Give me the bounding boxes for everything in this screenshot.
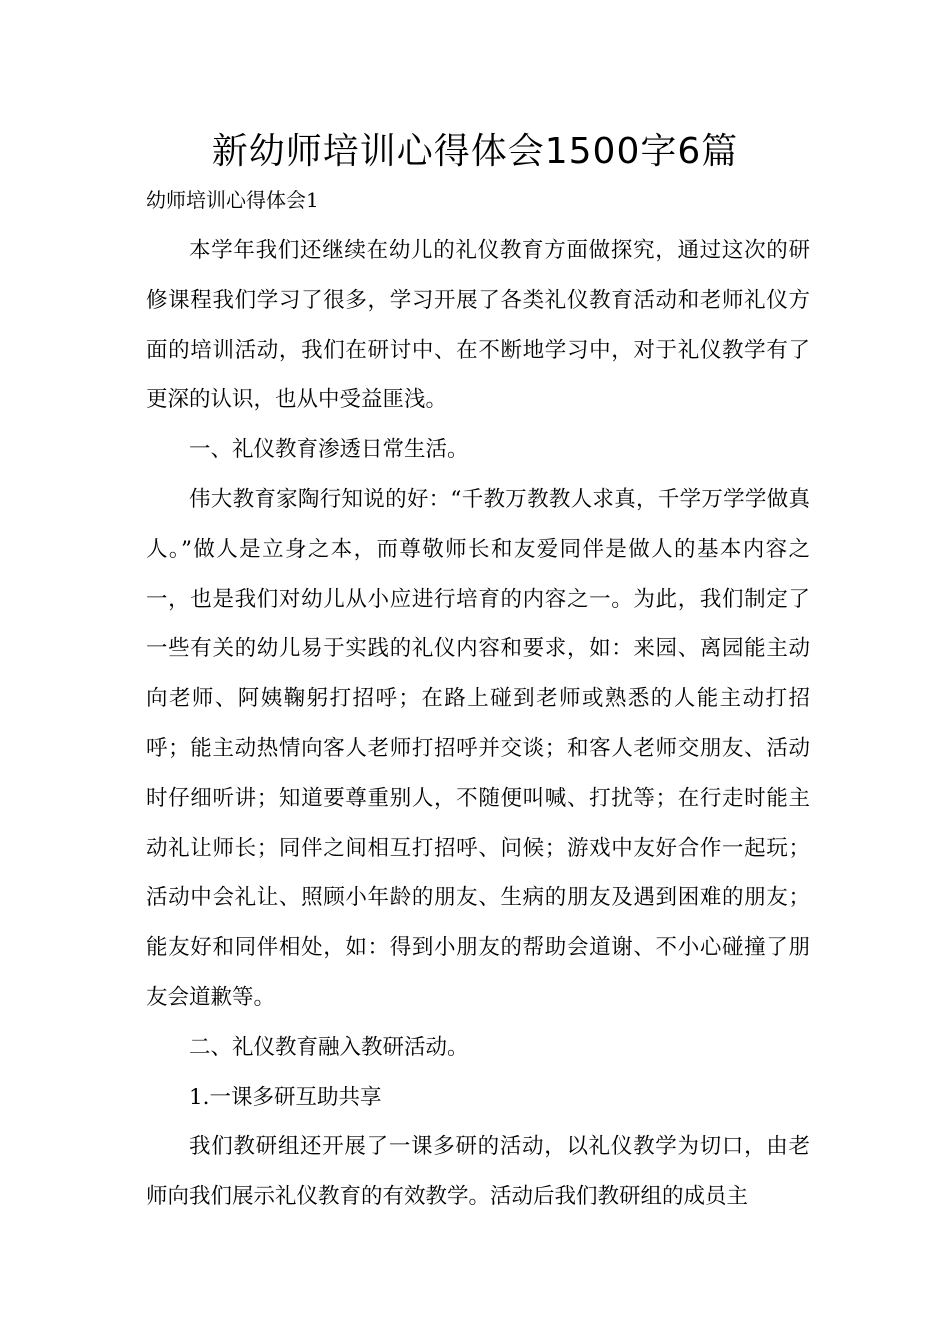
paragraph-research: 我们教研组还开展了一课多研的活动，以礼仪教学为切口，由老师向我们展示礼仪教育的有效教学。活动后我们教研组的成员主	[146, 1134, 810, 1210]
document-body	[146, 226, 810, 1222]
paragraph-quote: 伟大教育家陶行知说的好：“千教万教教人求真，千学万学学做真人。”做人是立身之本，而尊敬师长和友爱同伴是做人的基本内容之一，也是我们对幼儿从小应进行培育的内容之一。为此，我们制定了一些有关的幼儿易于实践的礼仪内容和要求，如：来园、离园能主动向老师、阿姨鞠躬打招呼；在路上碰到老师或熟悉的人能主动打招呼；能主动热情向客人老师打招呼并交谈；和客人老师交朋友、活动时仔细听讲；知道要尊重别人，不随便叫喊、打扰等；在行走时能主动礼让师长；同伴之间相互打招呼、问候；游戏中友好合作一起玩；活动中会礼让、照顾小年龄的朋友、生病的朋友及遇到困难的朋友；能友好和同伴相处，如：得到小朋友的帮助会道谢、不小心碰撞了朋友会道歉等。	[146, 486, 810, 1010]
heading-section-one: 一、礼仪教育渗透日常生活。	[189, 437, 469, 463]
document-title: 新幼师培训心得体会1500字6篇	[211, 131, 739, 172]
paragraph-intro: 本学年我们还继续在幼儿的礼仪教育方面做探究，通过这次的研修课程我们学习了很多，学习开展了各类礼仪教育活动和老师礼仪方面的培训活动，我们在研讨中、在不断地学习中，对于礼仪教学有了更深的认识，也从中受益匪浅。	[146, 238, 810, 413]
heading-section-two: 二、礼仪教育融入教研活动。	[189, 1034, 469, 1060]
subheading-item-one: 1.一课多研互助共享	[189, 1084, 382, 1110]
section-heading: 幼师培训心得体会1	[146, 188, 319, 212]
